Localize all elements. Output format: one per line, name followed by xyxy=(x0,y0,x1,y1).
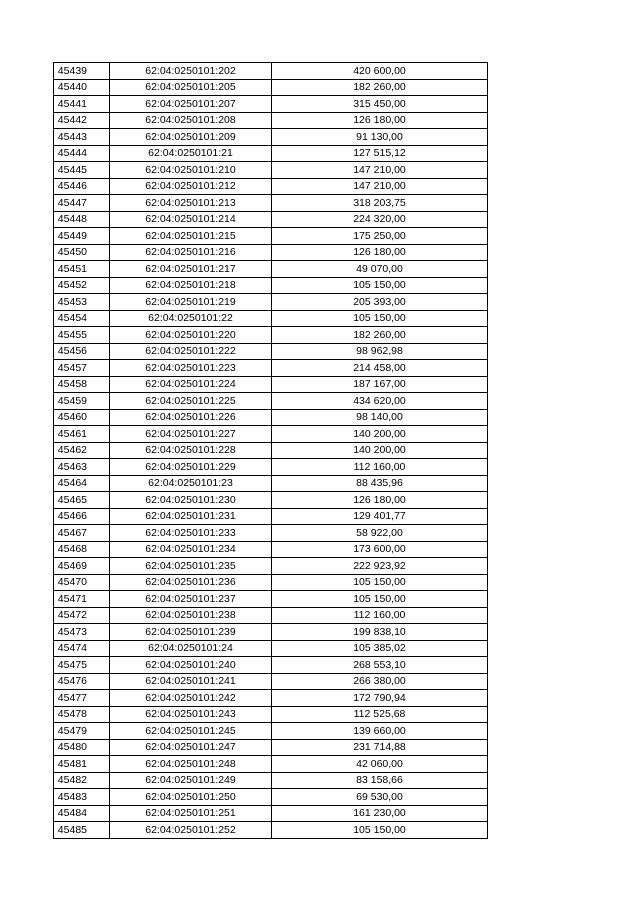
table-row xyxy=(54,541,488,558)
row-number-cell: 45461 xyxy=(54,426,110,443)
table-row xyxy=(54,459,488,476)
cadastral-value-cell: 214 458,00 xyxy=(272,360,488,377)
cadastral-number-cell: 62:04:0250101:216 xyxy=(110,244,272,261)
table-row xyxy=(54,327,488,344)
cadastral-number-cell: 62:04:0250101:233 xyxy=(110,525,272,542)
cadastral-number-cell: 62:04:0250101:247 xyxy=(110,739,272,756)
table-row xyxy=(54,706,488,723)
table-row xyxy=(54,442,488,459)
cadastral-value-cell: 126 180,00 xyxy=(272,492,488,509)
cadastral-value-cell: 98 962,98 xyxy=(272,343,488,360)
table-row xyxy=(54,640,488,657)
row-number-cell: 45471 xyxy=(54,591,110,608)
table-row xyxy=(54,607,488,624)
row-number-cell: 45469 xyxy=(54,558,110,575)
table-row xyxy=(54,426,488,443)
cadastral-number-cell: 62:04:0250101:212 xyxy=(110,178,272,195)
cadastral-value-cell: 112 525,68 xyxy=(272,706,488,723)
cadastral-number-cell: 62:04:0250101:239 xyxy=(110,624,272,641)
cadastral-value-cell: 83 158,66 xyxy=(272,772,488,789)
row-number-cell: 45470 xyxy=(54,574,110,591)
table-row xyxy=(54,63,488,80)
table-row xyxy=(54,805,488,822)
cadastral-number-cell: 62:04:0250101:219 xyxy=(110,294,272,311)
row-number-cell: 45446 xyxy=(54,178,110,195)
cadastral-number-cell: 62:04:0250101:242 xyxy=(110,690,272,707)
row-number-cell: 45479 xyxy=(54,723,110,740)
table-row xyxy=(54,195,488,212)
cadastral-value-cell: 88 435,96 xyxy=(272,475,488,492)
cadastral-value-cell: 69 530,00 xyxy=(272,789,488,806)
row-number-cell: 45459 xyxy=(54,393,110,410)
cadastral-value-table xyxy=(53,62,488,839)
cadastral-value-cell: 140 200,00 xyxy=(272,442,488,459)
table-row xyxy=(54,409,488,426)
table-row xyxy=(54,343,488,360)
cadastral-number-cell: 62:04:0250101:229 xyxy=(110,459,272,476)
cadastral-value-cell: 105 385,02 xyxy=(272,640,488,657)
cadastral-value-cell: 266 380,00 xyxy=(272,673,488,690)
row-number-cell: 45476 xyxy=(54,673,110,690)
cadastral-value-cell: 268 553,10 xyxy=(272,657,488,674)
table-row xyxy=(54,756,488,773)
row-number-cell: 45473 xyxy=(54,624,110,641)
cadastral-value-cell: 112 160,00 xyxy=(272,607,488,624)
table-row xyxy=(54,739,488,756)
cadastral-value-cell: 182 260,00 xyxy=(272,327,488,344)
row-number-cell: 45441 xyxy=(54,96,110,113)
table-row xyxy=(54,822,488,839)
cadastral-value-cell: 147 210,00 xyxy=(272,162,488,179)
row-number-cell: 45481 xyxy=(54,756,110,773)
cadastral-number-cell: 62:04:0250101:240 xyxy=(110,657,272,674)
cadastral-number-cell: 62:04:0250101:248 xyxy=(110,756,272,773)
cadastral-value-cell: 98 140,00 xyxy=(272,409,488,426)
table-row xyxy=(54,624,488,641)
table-row xyxy=(54,525,488,542)
cadastral-number-cell: 62:04:0250101:213 xyxy=(110,195,272,212)
cadastral-value-cell: 222 923,92 xyxy=(272,558,488,575)
cadastral-value-cell: 139 660,00 xyxy=(272,723,488,740)
row-number-cell: 45460 xyxy=(54,409,110,426)
table-row xyxy=(54,772,488,789)
cadastral-number-cell: 62:04:0250101:252 xyxy=(110,822,272,839)
cadastral-number-cell: 62:04:0250101:202 xyxy=(110,63,272,80)
cadastral-number-cell: 62:04:0250101:220 xyxy=(110,327,272,344)
row-number-cell: 45485 xyxy=(54,822,110,839)
row-number-cell: 45477 xyxy=(54,690,110,707)
cadastral-number-cell: 62:04:0250101:237 xyxy=(110,591,272,608)
row-number-cell: 45451 xyxy=(54,261,110,278)
row-number-cell: 45474 xyxy=(54,640,110,657)
row-number-cell: 45463 xyxy=(54,459,110,476)
cadastral-number-cell: 62:04:0250101:22 xyxy=(110,310,272,327)
row-number-cell: 45475 xyxy=(54,657,110,674)
cadastral-value-cell: 199 838,10 xyxy=(272,624,488,641)
cadastral-number-cell: 62:04:0250101:241 xyxy=(110,673,272,690)
cadastral-number-cell: 62:04:0250101:238 xyxy=(110,607,272,624)
table-row xyxy=(54,162,488,179)
table-row xyxy=(54,261,488,278)
row-number-cell: 45464 xyxy=(54,475,110,492)
row-number-cell: 45450 xyxy=(54,244,110,261)
table-row xyxy=(54,492,488,509)
table-row xyxy=(54,723,488,740)
table-row xyxy=(54,96,488,113)
row-number-cell: 45465 xyxy=(54,492,110,509)
cadastral-number-cell: 62:04:0250101:214 xyxy=(110,211,272,228)
table-row xyxy=(54,591,488,608)
row-number-cell: 45442 xyxy=(54,112,110,129)
cadastral-number-cell: 62:04:0250101:224 xyxy=(110,376,272,393)
cadastral-number-cell: 62:04:0250101:234 xyxy=(110,541,272,558)
cadastral-value-cell: 105 150,00 xyxy=(272,277,488,294)
cadastral-number-cell: 62:04:0250101:24 xyxy=(110,640,272,657)
cadastral-value-cell: 105 150,00 xyxy=(272,310,488,327)
row-number-cell: 45458 xyxy=(54,376,110,393)
row-number-cell: 45449 xyxy=(54,228,110,245)
row-number-cell: 45482 xyxy=(54,772,110,789)
cadastral-value-cell: 161 230,00 xyxy=(272,805,488,822)
cadastral-value-cell: 434 620,00 xyxy=(272,393,488,410)
table-row xyxy=(54,112,488,129)
row-number-cell: 45466 xyxy=(54,508,110,525)
table-row xyxy=(54,789,488,806)
row-number-cell: 45456 xyxy=(54,343,110,360)
table-row xyxy=(54,574,488,591)
table-body xyxy=(54,63,488,839)
row-number-cell: 45452 xyxy=(54,277,110,294)
cadastral-value-cell: 126 180,00 xyxy=(272,244,488,261)
row-number-cell: 45478 xyxy=(54,706,110,723)
cadastral-value-cell: 129 401,77 xyxy=(272,508,488,525)
cadastral-number-cell: 62:04:0250101:236 xyxy=(110,574,272,591)
table-row xyxy=(54,673,488,690)
row-number-cell: 45472 xyxy=(54,607,110,624)
table-row xyxy=(54,244,488,261)
cadastral-number-cell: 62:04:0250101:218 xyxy=(110,277,272,294)
cadastral-number-cell: 62:04:0250101:226 xyxy=(110,409,272,426)
row-number-cell: 45448 xyxy=(54,211,110,228)
cadastral-number-cell: 62:04:0250101:243 xyxy=(110,706,272,723)
cadastral-number-cell: 62:04:0250101:23 xyxy=(110,475,272,492)
table-row xyxy=(54,508,488,525)
cadastral-value-cell: 105 150,00 xyxy=(272,591,488,608)
cadastral-number-cell: 62:04:0250101:205 xyxy=(110,79,272,96)
row-number-cell: 45447 xyxy=(54,195,110,212)
cadastral-value-cell: 112 160,00 xyxy=(272,459,488,476)
table-row xyxy=(54,145,488,162)
row-number-cell: 45457 xyxy=(54,360,110,377)
table-row xyxy=(54,277,488,294)
table-row xyxy=(54,376,488,393)
row-number-cell: 45484 xyxy=(54,805,110,822)
cadastral-number-cell: 62:04:0250101:251 xyxy=(110,805,272,822)
cadastral-value-cell: 205 393,00 xyxy=(272,294,488,311)
row-number-cell: 45455 xyxy=(54,327,110,344)
row-number-cell: 45480 xyxy=(54,739,110,756)
table-row xyxy=(54,211,488,228)
table-row xyxy=(54,690,488,707)
cadastral-number-cell: 62:04:0250101:215 xyxy=(110,228,272,245)
cadastral-value-cell: 420 600,00 xyxy=(272,63,488,80)
cadastral-value-cell: 187 167,00 xyxy=(272,376,488,393)
row-number-cell: 45444 xyxy=(54,145,110,162)
cadastral-value-cell: 91 130,00 xyxy=(272,129,488,146)
table-row xyxy=(54,657,488,674)
row-number-cell: 45454 xyxy=(54,310,110,327)
cadastral-number-cell: 62:04:0250101:228 xyxy=(110,442,272,459)
table-row xyxy=(54,360,488,377)
row-number-cell: 45453 xyxy=(54,294,110,311)
cadastral-value-cell: 315 450,00 xyxy=(272,96,488,113)
row-number-cell: 45445 xyxy=(54,162,110,179)
row-number-cell: 45462 xyxy=(54,442,110,459)
cadastral-value-cell: 42 060,00 xyxy=(272,756,488,773)
cadastral-number-cell: 62:04:0250101:209 xyxy=(110,129,272,146)
cadastral-number-cell: 62:04:0250101:245 xyxy=(110,723,272,740)
cadastral-value-cell: 58 922,00 xyxy=(272,525,488,542)
cadastral-value-cell: 318 203,75 xyxy=(272,195,488,212)
table-row xyxy=(54,129,488,146)
cadastral-value-cell: 127 515,12 xyxy=(272,145,488,162)
row-number-cell: 45483 xyxy=(54,789,110,806)
cadastral-number-cell: 62:04:0250101:207 xyxy=(110,96,272,113)
cadastral-number-cell: 62:04:0250101:223 xyxy=(110,360,272,377)
row-number-cell: 45443 xyxy=(54,129,110,146)
table-row xyxy=(54,178,488,195)
cadastral-number-cell: 62:04:0250101:21 xyxy=(110,145,272,162)
cadastral-number-cell: 62:04:0250101:235 xyxy=(110,558,272,575)
cadastral-number-cell: 62:04:0250101:249 xyxy=(110,772,272,789)
table-row xyxy=(54,228,488,245)
table-row xyxy=(54,393,488,410)
cadastral-value-cell: 105 150,00 xyxy=(272,822,488,839)
cadastral-number-cell: 62:04:0250101:231 xyxy=(110,508,272,525)
cadastral-number-cell: 62:04:0250101:210 xyxy=(110,162,272,179)
cadastral-value-cell: 147 210,00 xyxy=(272,178,488,195)
cadastral-value-cell: 231 714,88 xyxy=(272,739,488,756)
row-number-cell: 45468 xyxy=(54,541,110,558)
cadastral-value-cell: 182 260,00 xyxy=(272,79,488,96)
table-row xyxy=(54,310,488,327)
cadastral-number-cell: 62:04:0250101:230 xyxy=(110,492,272,509)
row-number-cell: 45439 xyxy=(54,63,110,80)
cadastral-value-cell: 224 320,00 xyxy=(272,211,488,228)
cadastral-number-cell: 62:04:0250101:227 xyxy=(110,426,272,443)
cadastral-number-cell: 62:04:0250101:208 xyxy=(110,112,272,129)
table-row xyxy=(54,558,488,575)
table-row xyxy=(54,294,488,311)
cadastral-number-cell: 62:04:0250101:225 xyxy=(110,393,272,410)
cadastral-number-cell: 62:04:0250101:222 xyxy=(110,343,272,360)
cadastral-number-cell: 62:04:0250101:217 xyxy=(110,261,272,278)
cadastral-value-cell: 140 200,00 xyxy=(272,426,488,443)
document-page xyxy=(53,62,487,839)
cadastral-value-cell: 172 790,94 xyxy=(272,690,488,707)
row-number-cell: 45440 xyxy=(54,79,110,96)
cadastral-value-cell: 105 150,00 xyxy=(272,574,488,591)
cadastral-number-cell: 62:04:0250101:250 xyxy=(110,789,272,806)
table-row xyxy=(54,475,488,492)
row-number-cell: 45467 xyxy=(54,525,110,542)
cadastral-value-cell: 126 180,00 xyxy=(272,112,488,129)
cadastral-value-cell: 49 070,00 xyxy=(272,261,488,278)
cadastral-value-cell: 173 600,00 xyxy=(272,541,488,558)
table-row xyxy=(54,79,488,96)
cadastral-value-cell: 175 250,00 xyxy=(272,228,488,245)
